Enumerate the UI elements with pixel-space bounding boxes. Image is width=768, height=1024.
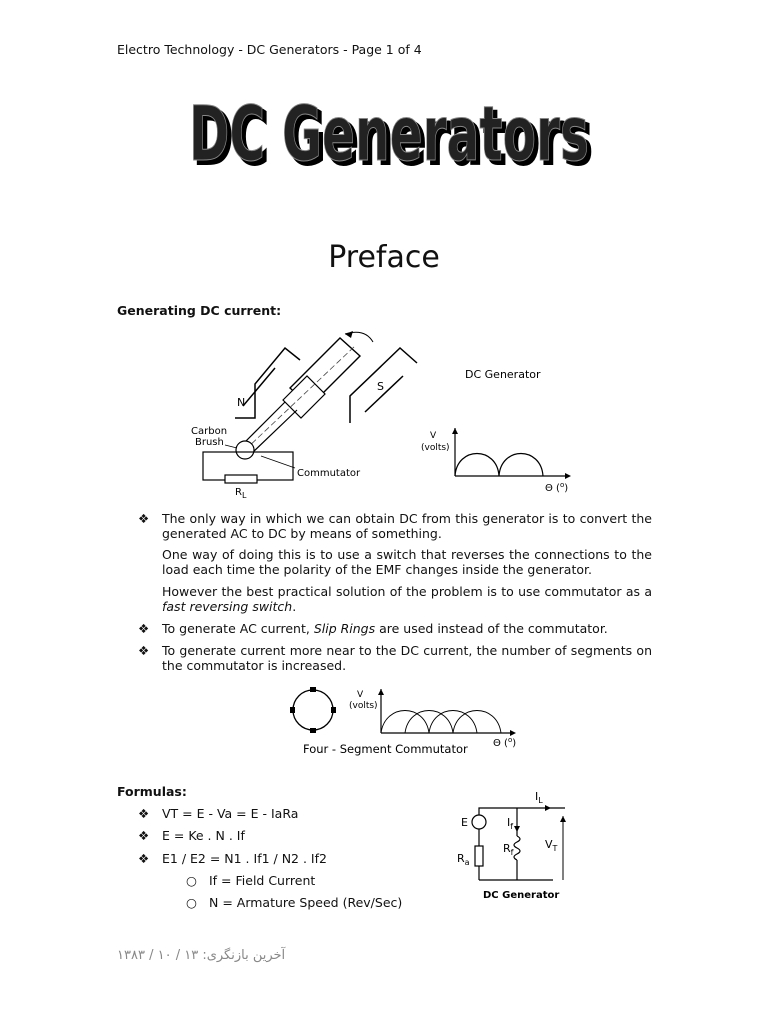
- four-segment-figure: [285, 683, 525, 761]
- fig2-theta: Θ ($^o$): [493, 736, 517, 749]
- sub-bullet-icon: ○: [186, 873, 197, 888]
- title-shadow: DC Generators: [193, 93, 593, 176]
- carbon-brush: [236, 441, 254, 459]
- bullet-1-text: The only way in which we can obtain DC from this generator is to convert the generated AC to DC by means of something.: [162, 511, 652, 541]
- e-label: E: [461, 816, 468, 829]
- fig1-caption: DC Generator: [465, 368, 541, 381]
- bullet-icon: ❖: [138, 851, 150, 866]
- page-header: Electro Technology - DC Generators - Page 1 of 4: [117, 42, 422, 57]
- bullet-3-text: To generate current more near to the DC current, the number of segments on the commutator is increased.: [162, 643, 652, 673]
- ra-label: $R_a$: [457, 852, 470, 867]
- if-label: $I_f$: [507, 816, 514, 831]
- preface-heading: Preface: [328, 240, 440, 275]
- bullet-icon: ❖: [138, 511, 150, 526]
- multi-wave: [381, 711, 501, 734]
- formula-e: E = Ke . N . If: [162, 828, 245, 843]
- emf-source: [472, 815, 486, 829]
- para-switch: One way of doing this is to use a switch that reverses the connections to the load each time the polarity of the EMF changes inside the generator.: [162, 547, 652, 577]
- brush-label: Brush: [195, 437, 224, 448]
- title-text: DC Generators: [189, 89, 589, 176]
- fig3-caption: DC Generator: [483, 890, 560, 901]
- bullet-icon: ❖: [138, 828, 150, 843]
- theta-label: Θ ($^o$): [545, 481, 569, 494]
- page-title: [185, 88, 605, 176]
- s-label: S: [377, 380, 384, 393]
- fig2-v-label: V: [357, 690, 364, 700]
- vt-label: $V_T$: [545, 838, 558, 853]
- bullet-icon: ❖: [138, 806, 150, 821]
- formula-vt: VT = E - Va = E - IaRa: [162, 806, 299, 821]
- formula-if-def: If = Field Current: [209, 873, 316, 888]
- para-commutator: However the best practical solution of the problem is to use commutator as a fast reversing switch.: [162, 584, 652, 614]
- fig2-caption: Four - Segment Commutator: [303, 742, 468, 756]
- field-winding: [514, 836, 520, 860]
- formula-ratio: E1 / E2 = N1 . If1 / N2 . If2: [162, 851, 327, 866]
- rectified-wave: [455, 454, 543, 477]
- dc-generator-circuit: [455, 788, 585, 906]
- page-footer: آخرین بازنگری: ۱۳ / ۱۰ / ۱۳۸۳: [117, 948, 286, 963]
- section-generating-dc: Generating DC current:: [117, 303, 282, 318]
- v-unit: (volts): [421, 443, 450, 453]
- v-label: V: [430, 431, 437, 441]
- rf-label: $R_f$: [503, 842, 514, 857]
- sub-bullet-icon: ○: [186, 895, 197, 910]
- bullet-icon: ❖: [138, 643, 150, 658]
- rl-label: $R_L$: [235, 487, 247, 500]
- load-resistor: [225, 475, 257, 483]
- section-formulas: Formulas:: [117, 784, 187, 799]
- bullet-icon: ❖: [138, 621, 150, 636]
- formula-n-def: N = Armature Speed (Rev/Sec): [209, 895, 403, 910]
- bullet-2-text: To generate AC current, Slip Rings are used instead of the commutator.: [162, 621, 608, 636]
- n-label: N: [237, 396, 246, 409]
- carbon-label: Carbon: [191, 426, 228, 437]
- fig2-v-unit: (volts): [349, 701, 378, 711]
- dc-generator-figure: [185, 328, 585, 500]
- armature-resistor: [475, 846, 483, 866]
- commutator-label: Commutator: [297, 468, 361, 479]
- il-label: $I_L$: [535, 790, 543, 805]
- commutator-ring: [293, 690, 333, 730]
